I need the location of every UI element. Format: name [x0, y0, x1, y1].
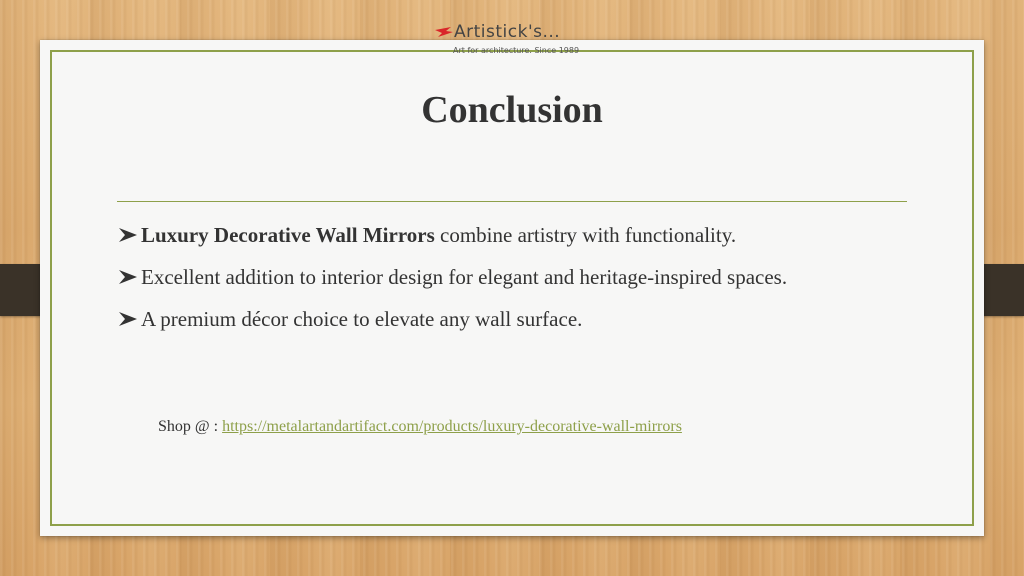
bullet-list — [117, 220, 787, 346]
arrow-bullet-icon — [117, 310, 141, 328]
bullet-bold-text: Luxury Decorative Wall Mirrors — [141, 223, 435, 247]
brand-tagline: Art for architecture. Since 1989 — [453, 46, 580, 55]
title-divider — [117, 201, 907, 202]
brand-mark-icon — [434, 26, 454, 38]
bullet-text: Excellent addition to interior design for elegant and heritage-inspired spaces. — [141, 265, 788, 289]
shop-line — [158, 418, 682, 436]
bullet-text: A premium décor choice to elevate any wall surface. — [141, 307, 583, 331]
shop-link[interactable]: https://metalartandartifact.com/products/luxury-decorative-wall-mirrors — [222, 418, 682, 435]
shop-label: Shop @ : — [158, 418, 223, 435]
brand-name: Artistick's... — [454, 22, 561, 42]
brand-logo — [434, 22, 594, 62]
arrow-bullet-icon — [117, 226, 141, 244]
bullet-item — [117, 304, 787, 346]
slide-title: Conclusion — [421, 89, 603, 131]
bullet-text: combine artistry with functionality. — [434, 223, 737, 247]
bullet-item — [117, 262, 787, 304]
arrow-bullet-icon — [117, 268, 141, 286]
bullet-item — [117, 220, 787, 262]
